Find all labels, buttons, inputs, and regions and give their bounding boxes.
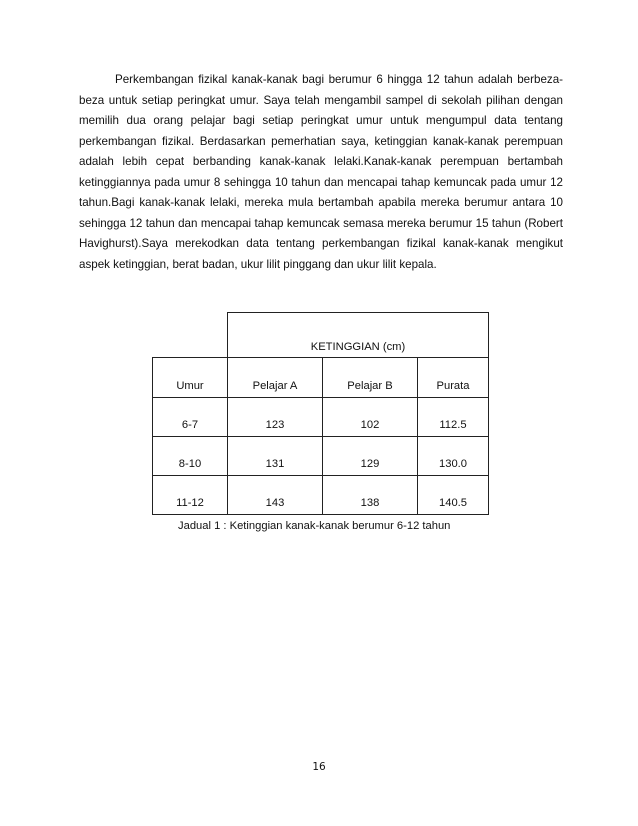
- table-group-header-row: [153, 313, 489, 358]
- table-cell: 140.5: [418, 476, 489, 515]
- table-cell: 131: [228, 437, 323, 476]
- table-header-row: [153, 358, 489, 398]
- table-header-cell: Pelajar B: [323, 358, 418, 398]
- page-number: 16: [312, 761, 326, 773]
- height-table: [152, 312, 489, 515]
- table-row: [153, 437, 489, 476]
- table-cell: 6-7: [153, 398, 228, 437]
- table-cell: 143: [228, 476, 323, 515]
- table-empty-corner: [153, 313, 228, 358]
- table-cell: 123: [228, 398, 323, 437]
- table-header-cell: Pelajar A: [228, 358, 323, 398]
- body-paragraph-text: Perkembangan fizikal kanak-kanak bagi berumur 6 hingga 12 tahun adalah berbeza-beza untuk setiap peringkat umur. Saya telah mengambil sampel di sekolah pilihan dengan memilih dua orang pelajar bagi setiap peringkat umur untuk mengumpul data tentang perkembangan fizikal. Berdasarkan pemerhatian saya, ketinggian kanak-kanak perempuan adalah lebih cepat berbanding kanak-kanak lelaki.Kanak-kanak perempuan bertambah ketinggiannya pada umur 8 sehingga 10 tahun dan mencapai tahap kemuncak pada umur 12 tahun.Bagi kanak-kanak lelaki, mereka mula bertambah apabila mereka berumur antara 10 sehingga 12 tahun dan mencapai tahap kemuncak semasa mereka berumur 15 tahun (Robert Havighurst).Saya merekodkan data tentang perkembangan fizikal kanak-kanak mengikut aspek ketinggian, berat badan, ukur lilit pinggang dan ukur lilit kepala.: [79, 73, 563, 271]
- table-cell: 112.5: [418, 398, 489, 437]
- table-caption: Jadual 1 : Ketinggian kanak-kanak berumur 6-12 tahun: [178, 520, 451, 532]
- table-cell: 11-12: [153, 476, 228, 515]
- table-cell: 138: [323, 476, 418, 515]
- table-row: [153, 398, 489, 437]
- table-cell: 129: [323, 437, 418, 476]
- table-header-cell: Umur: [153, 358, 228, 398]
- table-header-cell: Purata: [418, 358, 489, 398]
- table-cell: 130.0: [418, 437, 489, 476]
- table-group-header: KETINGGIAN (cm): [228, 313, 489, 358]
- body-paragraph: [79, 70, 563, 275]
- table-row: [153, 476, 489, 515]
- table-cell: 102: [323, 398, 418, 437]
- table-cell: 8-10: [153, 437, 228, 476]
